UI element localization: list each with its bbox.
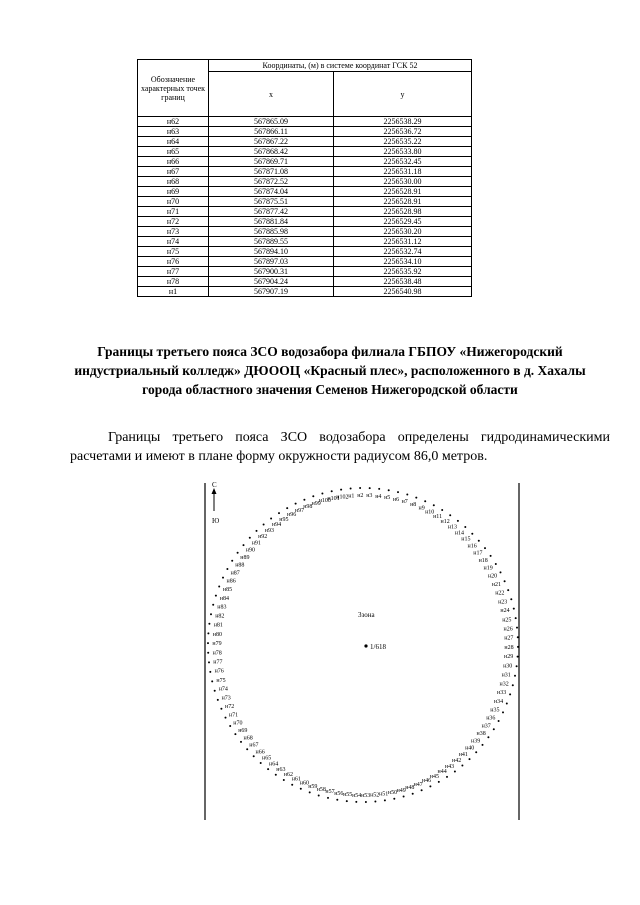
cell-y: 2256535.92 xyxy=(334,267,472,277)
boundary-point xyxy=(441,509,443,511)
cell-point: н76 xyxy=(138,257,209,267)
boundary-point xyxy=(433,504,435,506)
boundary-point-label: н6 xyxy=(392,496,400,503)
boundary-point-label: н44 xyxy=(437,769,447,776)
boundary-point xyxy=(478,540,480,542)
boundary-point-label: н71 xyxy=(228,712,239,719)
boundary-point-label: н1 xyxy=(348,493,355,500)
boundary-point xyxy=(303,499,305,501)
boundary-points xyxy=(207,487,519,803)
boundary-point xyxy=(207,652,209,654)
cell-point: н1 xyxy=(138,287,209,297)
boundary-point xyxy=(397,491,399,493)
table-row xyxy=(138,117,472,127)
boundary-point-label: н32 xyxy=(499,681,509,688)
boundary-point xyxy=(246,748,248,750)
cell-point: н65 xyxy=(138,147,209,157)
table-row xyxy=(138,167,472,177)
boundary-point xyxy=(291,784,293,786)
boundary-point xyxy=(218,586,220,588)
boundary-point-label: н53 xyxy=(361,793,371,799)
boundary-point xyxy=(446,776,448,778)
cell-point: н72 xyxy=(138,217,209,227)
boundary-point xyxy=(214,690,216,692)
boundary-point-label: н29 xyxy=(503,654,514,661)
cell-x: 567877.42 xyxy=(209,207,334,217)
boundary-point-label: н34 xyxy=(493,698,504,705)
boundary-point-label: н48 xyxy=(405,785,415,792)
boundary-point-label: н73 xyxy=(221,695,231,702)
boundary-point-label: н28 xyxy=(504,644,514,651)
cell-y: 2256538.48 xyxy=(334,277,472,287)
boundary-point-label: н15 xyxy=(461,536,471,543)
boundary-point-label: н14 xyxy=(454,530,465,537)
boundary-point xyxy=(225,717,227,719)
south-label: Ю xyxy=(212,517,220,525)
boundary-point xyxy=(300,788,302,790)
boundary-point-label: н18 xyxy=(478,557,488,564)
boundary-point xyxy=(403,796,405,798)
boundary-point-label: н60 xyxy=(299,780,310,787)
boundary-point xyxy=(517,636,519,638)
boundary-point-label: н10 xyxy=(425,509,435,516)
boundary-point-label: н24 xyxy=(500,608,510,615)
cell-y: 2256529.45 xyxy=(334,217,472,227)
boundary-point xyxy=(515,617,517,619)
boundary-point xyxy=(406,494,408,496)
coordinates-table xyxy=(137,59,472,297)
boundary-point-label: н56 xyxy=(334,790,344,797)
boundary-point xyxy=(350,488,352,490)
boundary-point-label: н76 xyxy=(214,668,224,675)
boundary-point-label: н40 xyxy=(465,745,475,752)
cell-x: 567871.08 xyxy=(209,167,334,177)
boundary-point-label: н91 xyxy=(251,540,261,547)
boundary-point xyxy=(331,490,333,492)
boundary-point-label: н37 xyxy=(481,723,491,730)
boundary-point-label: н98 xyxy=(303,504,313,511)
boundary-point xyxy=(249,537,251,539)
boundary-point-label: н38 xyxy=(476,731,486,738)
boundary-point xyxy=(318,795,320,797)
cell-x: 567874.04 xyxy=(209,187,334,197)
boundary-point xyxy=(500,571,502,573)
boundary-point-label: н61 xyxy=(291,776,301,783)
boundary-point xyxy=(495,563,497,565)
table-row xyxy=(138,257,472,267)
cell-point: н77 xyxy=(138,267,209,277)
boundary-point xyxy=(256,530,258,532)
boundary-point-label: н12 xyxy=(440,519,450,525)
boundary-point-label: н17 xyxy=(473,550,483,557)
boundary-point xyxy=(516,665,518,667)
boundary-point xyxy=(516,627,518,629)
boundary-point xyxy=(378,488,380,490)
cell-y: 2256531.18 xyxy=(334,167,472,177)
boundary-point xyxy=(355,801,357,803)
boundary-point-label: н97 xyxy=(294,507,305,514)
boundary-point xyxy=(449,514,451,516)
boundary-point xyxy=(260,762,262,764)
boundary-point xyxy=(207,642,209,644)
boundary-point xyxy=(415,497,417,499)
header-x: x xyxy=(209,72,334,117)
boundary-point-label: н9 xyxy=(418,505,425,512)
boundary-point-label: н96 xyxy=(286,512,297,519)
boundary-point-label: н85 xyxy=(222,587,233,594)
boundary-point-label: н54 xyxy=(352,792,362,799)
boundary-point xyxy=(209,671,211,673)
table-row xyxy=(138,157,472,167)
cell-point: н73 xyxy=(138,227,209,237)
cell-y: 2256532.74 xyxy=(334,247,472,257)
boundary-point-label: н42 xyxy=(451,758,462,765)
header-y: y xyxy=(334,72,472,117)
boundary-point xyxy=(517,646,519,648)
table-row xyxy=(138,237,472,247)
boundary-point xyxy=(267,768,269,770)
table-row xyxy=(138,247,472,257)
boundary-point xyxy=(226,568,228,570)
boundary-point-label: н86 xyxy=(226,578,236,585)
cell-y: 2256528.91 xyxy=(334,197,472,207)
boundary-point xyxy=(212,604,214,606)
boundary-point-label: н63 xyxy=(276,767,286,773)
cell-point: н71 xyxy=(138,207,209,217)
boundary-point-label: н87 xyxy=(230,570,240,577)
boundary-point xyxy=(217,699,219,701)
north-label: С xyxy=(212,481,217,489)
boundary-point xyxy=(388,489,390,491)
cell-point: н75 xyxy=(138,247,209,257)
boundary-point xyxy=(270,518,272,520)
boundary-point-label: н49 xyxy=(396,787,406,794)
cell-y: 2256540.98 xyxy=(334,287,472,297)
boundary-point-label: н31 xyxy=(501,672,511,679)
boundary-point xyxy=(493,728,495,730)
boundary-point-label: н16 xyxy=(467,543,477,550)
boundary-point xyxy=(506,703,508,705)
cell-y: 2256532.45 xyxy=(334,157,472,167)
boundary-point-label: н99 xyxy=(311,500,321,507)
boundary-point-label: н70 xyxy=(233,720,243,727)
boundary-point xyxy=(424,500,426,502)
header-point: Обозначение характерных точек границ xyxy=(138,60,209,117)
table-body xyxy=(138,117,472,297)
boundary-point xyxy=(275,774,277,776)
boundary-point-label: н58 xyxy=(316,786,326,793)
cell-x: 567872.52 xyxy=(209,177,334,187)
boundary-point xyxy=(384,799,386,801)
boundary-point xyxy=(512,684,514,686)
boundary-point xyxy=(510,598,512,600)
cell-x: 567885.98 xyxy=(209,227,334,237)
cell-x: 567866.11 xyxy=(209,127,334,137)
boundary-point-label: н78 xyxy=(212,650,222,657)
boundary-point-label: н64 xyxy=(268,761,279,768)
boundary-point-label: н25 xyxy=(502,617,512,624)
boundary-point-label: н66 xyxy=(255,749,265,756)
cell-y: 2256531.12 xyxy=(334,237,472,247)
boundary-point-label: н41 xyxy=(458,752,468,758)
boundary-point xyxy=(229,725,231,727)
boundary-point-label: н4 xyxy=(375,493,382,500)
boundary-point-label: н52 xyxy=(370,792,380,799)
cell-point: н69 xyxy=(138,187,209,197)
table-row xyxy=(138,227,472,237)
boundary-point xyxy=(457,520,459,522)
boundary-point-label: н100 xyxy=(318,498,331,505)
table-row xyxy=(138,287,472,297)
boundary-point-label: н2 xyxy=(357,493,364,499)
boundary-point xyxy=(263,524,265,526)
boundary-point xyxy=(507,589,509,591)
boundary-point-label: н82 xyxy=(215,613,225,620)
boundary-point-label: н68 xyxy=(243,735,253,742)
cell-y: 2256530.00 xyxy=(334,177,472,187)
boundary-point-label: н79 xyxy=(212,641,222,648)
cell-x: 567904.24 xyxy=(209,277,334,287)
cell-y: 2256535.22 xyxy=(334,137,472,147)
cell-x: 567900.31 xyxy=(209,267,334,277)
cell-point: н68 xyxy=(138,177,209,187)
zone-label: 3зона xyxy=(358,611,375,619)
cell-x: 567897.03 xyxy=(209,257,334,267)
table-row xyxy=(138,217,472,227)
well-marker xyxy=(364,644,367,647)
cell-x: 567889.55 xyxy=(209,237,334,247)
boundary-point-label: н13 xyxy=(447,524,458,531)
boundary-point-label: н26 xyxy=(503,626,513,633)
cell-point: н74 xyxy=(138,237,209,247)
boundary-point xyxy=(243,544,245,546)
cell-x: 567865.09 xyxy=(209,117,334,127)
boundary-point xyxy=(513,608,515,610)
boundary-point xyxy=(509,693,511,695)
boundary-point-label: н11 xyxy=(433,514,443,520)
cell-x: 567868.42 xyxy=(209,147,334,157)
cell-y: 2256533.80 xyxy=(334,147,472,157)
boundary-point-label: н89 xyxy=(240,554,250,561)
boundary-point xyxy=(346,800,348,802)
boundary-point-label: н102 xyxy=(336,494,349,501)
boundary-point xyxy=(484,547,486,549)
boundary-point-label: н22 xyxy=(495,590,505,597)
boundary-point xyxy=(471,533,473,535)
boundary-point-label: н84 xyxy=(219,595,230,602)
boundary-point xyxy=(517,656,519,658)
boundary-point xyxy=(464,526,466,528)
boundary-point xyxy=(222,577,224,579)
table-row xyxy=(138,137,472,147)
boundary-point-label: н8 xyxy=(410,502,417,509)
boundary-point-label: н90 xyxy=(245,547,256,554)
boundary-point xyxy=(321,493,323,495)
cell-x: 567907.19 xyxy=(209,287,334,297)
boundary-point-label: н7 xyxy=(401,499,408,506)
table-row xyxy=(138,277,472,287)
header-coords: Координаты, (м) в системе координат ГСК 52 xyxy=(209,60,472,72)
boundary-point xyxy=(336,799,338,801)
boundary-point xyxy=(504,580,506,582)
boundary-point xyxy=(237,552,239,554)
boundary-point xyxy=(231,560,233,562)
table-row xyxy=(138,147,472,157)
boundary-point-label: н77 xyxy=(213,659,223,666)
cell-y: 2256536.72 xyxy=(334,127,472,137)
table-row xyxy=(138,267,472,277)
cell-x: 567875.51 xyxy=(209,197,334,207)
table-row xyxy=(138,177,472,187)
boundary-point-label: н45 xyxy=(429,773,440,780)
boundary-point xyxy=(482,744,484,746)
well-label: 1/618 xyxy=(370,643,386,651)
boundary-point-label: н21 xyxy=(491,582,502,588)
boundary-point-label: н75 xyxy=(216,677,226,684)
boundary-point-label: н74 xyxy=(218,686,228,693)
cell-x: 567869.71 xyxy=(209,157,334,167)
boundary-point xyxy=(309,791,311,793)
boundary-point-label: н93 xyxy=(264,527,275,534)
boundary-point-label: н83 xyxy=(217,604,227,611)
cell-point: н64 xyxy=(138,137,209,147)
boundary-point-label: н95 xyxy=(279,516,289,523)
boundary-point-label: н81 xyxy=(213,622,223,629)
boundary-point-label: н43 xyxy=(444,763,455,770)
boundary-point xyxy=(454,771,456,773)
boundary-point-label: н5 xyxy=(384,495,391,502)
table-row xyxy=(138,187,472,197)
boundary-point xyxy=(215,595,217,597)
boundary-point xyxy=(469,758,471,760)
boundary-point xyxy=(220,708,222,710)
boundary-point-label: н35 xyxy=(490,707,500,714)
boundary-point xyxy=(211,680,213,682)
boundary-point-label: н30 xyxy=(503,663,513,670)
boundary-point-label: н80 xyxy=(212,631,223,638)
boundary-point-label: н57 xyxy=(325,789,335,796)
section-heading: Границы третьего пояса ЗСО водозабора филиала ГБПОУ «Нижегородский индустриальный колледж» ДЮООЦ «Красный плес», расположенного в д. Хахалы города областного значения Семенов Нижегородской области xyxy=(74,344,586,397)
cell-y: 2256538.29 xyxy=(334,117,472,127)
cell-y: 2256528.98 xyxy=(334,207,472,217)
boundary-point-label: н19 xyxy=(483,565,493,572)
table-row xyxy=(138,197,472,207)
boundary-point xyxy=(286,507,288,509)
north-arrow xyxy=(212,481,220,525)
boundary-point-label: н69 xyxy=(238,728,248,735)
boundary-point-label: н62 xyxy=(283,772,294,778)
boundary-point-label: н3 xyxy=(366,493,373,500)
boundary-point xyxy=(421,789,423,791)
table-row xyxy=(138,207,472,217)
boundary-point-label: н101 xyxy=(327,496,340,503)
boundary-point xyxy=(340,489,342,491)
boundary-point-label: н51 xyxy=(378,791,389,798)
boundary-point xyxy=(429,785,431,787)
cell-point: н62 xyxy=(138,117,209,127)
boundary-point-label: н23 xyxy=(498,599,508,606)
boundary-scheme xyxy=(0,475,640,825)
boundary-point xyxy=(438,781,440,783)
boundary-point xyxy=(369,487,371,489)
boundary-point-label: н94 xyxy=(271,522,282,529)
boundary-point xyxy=(374,801,376,803)
cell-x: 567867.22 xyxy=(209,137,334,147)
table-row xyxy=(138,127,472,137)
boundary-point-label: н72 xyxy=(224,704,235,710)
boundary-point-label: н33 xyxy=(496,690,507,697)
boundary-point xyxy=(208,661,210,663)
boundary-point xyxy=(278,512,280,514)
boundary-point xyxy=(487,736,489,738)
boundary-point xyxy=(502,711,504,713)
cell-point: н63 xyxy=(138,127,209,137)
boundary-point xyxy=(514,675,516,677)
boundary-point-label: н36 xyxy=(486,715,496,722)
boundary-point xyxy=(295,503,297,505)
boundary-point-label: н92 xyxy=(258,534,268,540)
boundary-point xyxy=(240,741,242,743)
boundary-point xyxy=(327,797,329,799)
boundary-point xyxy=(498,720,500,722)
boundary-point xyxy=(393,798,395,800)
boundary-point xyxy=(490,555,492,557)
boundary-point xyxy=(210,613,212,615)
boundary-point xyxy=(359,487,361,489)
boundary-point xyxy=(461,765,463,767)
boundary-point-label: н65 xyxy=(261,755,272,762)
boundary-point-label: н55 xyxy=(343,792,353,799)
cell-point: н78 xyxy=(138,277,209,287)
cell-point: н70 xyxy=(138,197,209,207)
boundary-point xyxy=(412,793,414,795)
boundary-point-label: н20 xyxy=(487,573,498,580)
boundary-point xyxy=(207,632,209,634)
cell-point: н66 xyxy=(138,157,209,167)
cell-y: 2256530.20 xyxy=(334,227,472,237)
boundary-point-label: н46 xyxy=(421,778,432,785)
cell-y: 2256534.10 xyxy=(334,257,472,267)
boundary-point-label: н50 xyxy=(387,789,398,796)
cell-x: 567894.10 xyxy=(209,247,334,257)
boundary-point xyxy=(283,779,285,781)
boundary-point xyxy=(475,751,477,753)
body-paragraph: Границы третьего пояса ЗСО водозабора определены гидродинамическими расчетами и имеют в плане форму окружности радиусом 86,0 метров. xyxy=(70,430,610,464)
boundary-point-label: н47 xyxy=(413,781,423,788)
cell-point: н67 xyxy=(138,167,209,177)
boundary-point-label: н27 xyxy=(504,635,514,642)
boundary-point xyxy=(253,755,255,757)
cell-x: 567881.84 xyxy=(209,217,334,227)
boundary-point-label: н88 xyxy=(235,562,245,569)
boundary-point xyxy=(234,733,236,735)
boundary-point xyxy=(365,801,367,803)
boundary-point-label: н67 xyxy=(249,742,259,749)
boundary-point-label: н39 xyxy=(470,738,481,745)
cell-y: 2256528.91 xyxy=(334,187,472,197)
boundary-point xyxy=(312,495,314,497)
boundary-point-label: н59 xyxy=(308,783,318,790)
boundary-point xyxy=(208,623,210,625)
